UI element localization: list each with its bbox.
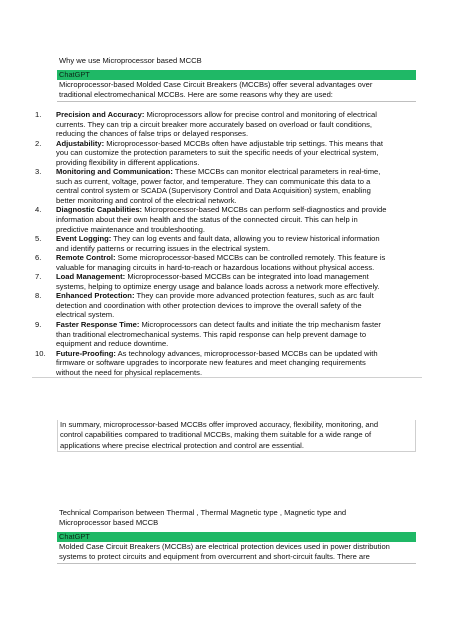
item-title: Enhanced Protection:	[56, 291, 135, 301]
item-text: without the need for physical replacements.	[56, 367, 203, 377]
item-number: 9.	[35, 320, 42, 330]
item-title: Load Management:	[56, 272, 126, 282]
list-item	[32, 205, 422, 234]
item-text: you can customize the protection parameters to suit the specific needs of your electrical system,	[56, 148, 379, 158]
question-heading: Why we use Microprocessor based MCCB	[59, 56, 202, 65]
item-number: 4.	[35, 205, 42, 215]
list-item	[32, 291, 422, 320]
question-heading-2	[59, 508, 346, 528]
item-text: These MCCBs can monitor electrical parameters in real-time,	[172, 167, 381, 177]
item-title: Adjustability:	[56, 138, 105, 148]
item-text: currents. They can trip a circuit breaker more accurately based on overload or fault conditions,	[56, 119, 373, 129]
item-text: valuable for managing circuits in hard-to-reach or hazardous locations without physical access.	[56, 262, 375, 272]
item-text: providing flexibility in different applications.	[56, 157, 200, 167]
list-item	[32, 110, 422, 139]
list-item	[32, 167, 422, 205]
item-text: such as current, voltage, power factor, and temperature. They can communicate this data to a	[56, 176, 371, 186]
item-number: 6.	[35, 253, 42, 263]
item-title: Remote Control:	[56, 253, 116, 263]
advantages-list	[32, 110, 422, 378]
item-number: 7.	[35, 272, 42, 282]
intro-paragraph-2	[57, 542, 416, 564]
item-text: detection and coordination with other protection devices to improve the overall safety of the	[56, 300, 362, 310]
item-title: Monitoring and Communication:	[56, 167, 173, 177]
item-text: than traditional electromechanical systems. This rapid response can help prevent damage to	[56, 329, 367, 339]
item-text: Microprocessors can detect faults and initiate the trip mechanism faster	[139, 320, 381, 330]
item-text: Microprocessor-based MCCBs can perform self-diagnostics and provide	[142, 205, 387, 215]
item-text: Microprocessor-based MCCBs often have adjustable trip settings. This means that	[104, 138, 383, 148]
item-number: 10.	[35, 348, 46, 358]
item-text: and identify patterns or recurring issues in the electrical system.	[56, 243, 270, 253]
intro-line: Microprocessor-based Molded Case Circuit Breakers (MCCBs) offer several advantages over	[59, 80, 373, 89]
intro-line: systems to protect circuits and equipment from overcurrent and short-circuit faults. There are	[59, 551, 370, 561]
item-text: Microprocessor-based MCCBs can be integrated into load management	[125, 272, 369, 282]
item-title: Diagnostic Capabilities:	[56, 205, 143, 215]
summary-line: applications where precise electrical protection and control are essential.	[60, 440, 304, 450]
list-item	[32, 320, 422, 349]
question-line: Technical Comparison between Thermal , Thermal Magnetic type , Magnetic type and	[59, 508, 347, 517]
item-text: They can log events and fault data, allowing you to review historical information	[111, 234, 380, 244]
item-text: equipment and reduce downtime.	[56, 339, 169, 349]
item-number: 2.	[35, 138, 42, 148]
item-text: reducing the chances of false trips or delayed responses.	[56, 129, 249, 139]
item-title: Future-Proofing:	[56, 348, 116, 358]
question-line: Microprocessor based MCCB	[59, 518, 159, 527]
item-number: 5.	[35, 234, 42, 244]
intro-line: Molded Case Circuit Breakers (MCCBs) are electrical protection devices used in power distribution	[59, 542, 390, 551]
item-title: Event Logging:	[56, 234, 112, 244]
item-text: As technology advances, microprocessor-based MCCBs can be updated with	[115, 348, 378, 358]
item-title: Precision and Accuracy:	[56, 110, 145, 119]
item-title: Faster Response Time:	[56, 320, 140, 330]
intro-line: traditional electromechanical MCCBs. Here are some reasons why they are used:	[59, 89, 333, 99]
intro-paragraph	[57, 80, 416, 102]
list-item	[32, 272, 422, 291]
item-text: systems, helping to optimize energy usage and balance loads across a network more effectively.	[56, 281, 380, 291]
item-text: predictive maintenance and troubleshooting.	[56, 224, 206, 234]
summary-line: In summary, microprocessor-based MCCBs offer improved accuracy, flexibility, monitoring, and	[60, 420, 379, 429]
list-item	[32, 234, 422, 253]
item-text: Some microprocessor-based MCCBs can be controlled remotely. This feature is	[115, 253, 386, 263]
item-text: They can provide more advanced protection features, such as arc fault	[134, 291, 374, 301]
item-number: 1.	[35, 110, 42, 119]
item-number: 8.	[35, 291, 42, 301]
item-text: information about their own health and the status of the connected circuit. This can help in	[56, 215, 358, 225]
item-number: 3.	[35, 167, 42, 177]
list-item	[32, 253, 422, 272]
item-text: central control system or SCADA (Supervisory Control and Data Acquisition) system, enabling	[56, 186, 371, 196]
summary-line: control capabilities compared to traditional MCCBs, making them suitable for a wide range of	[60, 430, 372, 440]
summary-paragraph	[57, 420, 416, 452]
item-text: Microprocessors allow for precise control and monitoring of electrical	[144, 110, 377, 119]
item-text: better monitoring and control of the electrical network.	[56, 195, 237, 205]
item-text: firmware or software upgrades to incorporate new features and meet changing requirements	[56, 358, 366, 368]
list-item	[32, 349, 422, 378]
item-text: electrical system.	[56, 310, 115, 320]
chatgpt-label-2: ChatGPT	[57, 532, 416, 542]
chatgpt-label: ChatGPT	[57, 70, 416, 80]
list-item	[32, 139, 422, 168]
